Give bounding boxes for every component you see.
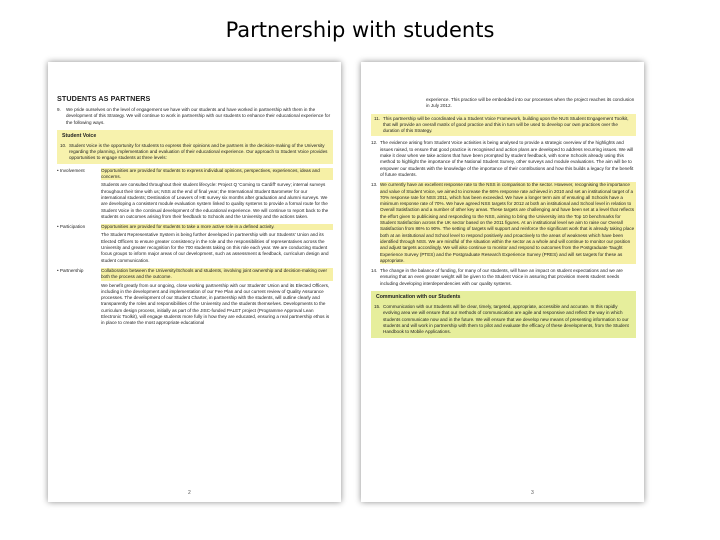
paragraph-text: Communication with our Students will be clear, timely, targeted, appropriate, accessible and accurate. In this rapidly evolving area we will ensure that our methods of communication are agile and responsive and reflect the way in which students communicate now and in the future. We will ensure that we develop new means of presenting information to our students and will work in partnership with them to pilot and evaluate the efficacy of these developments, from the Student Handbook to Mobile Applications. (383, 304, 629, 335)
paragraph-text: The change in the balance of funding, for many of our students, will have an impact on student expectations and we are ensuring that an even greater weight will be given to the Student Voice in assuring that provision meets student needs including developing interdependencies with our quality systems. (380, 268, 623, 286)
document-page-left (48, 62, 341, 502)
paragraph-text: Student Voice is the opportunity for students to express their opinions and be partners in the decision-making of the University regarding the planning, implementation and evaluation of their educational experience. Our approach to Student Voice provides opportunities to engage students at three levels: (69, 142, 328, 161)
paragraph-11-highlight (371, 114, 636, 137)
bullet-definition: Opportunities are provided for students to express individual opinions, perspectives, experiences, ideas and concerns. (101, 168, 333, 181)
paragraph-text: The evidence arising from Student Voice activities is being analysed to provide a strategic overview of the highlights and issues raised, to ensure that good practice is recognised and action plans are developed to address recurring issues. We will make it clear when we take actions that have been prompted by student feedback, with some Schools already using this method to highlight the importance of the National Student Survey, other surveys and module evaluations. The aim will be to empower our students with the knowledge of the importance of their contributions and how this builds a legacy for the benefit of future students. (380, 140, 634, 177)
slide-title: Partnership with students (225, 18, 495, 42)
document-page-right (361, 62, 644, 502)
bullet-term: • Involvement (57, 167, 85, 173)
communication-highlight (371, 291, 636, 337)
bullet-definition: Opportunities are provided for students to take a more active role in a defined activity. (101, 224, 333, 230)
paragraph-10 (60, 143, 330, 162)
paragraph-number: 13. (371, 182, 378, 188)
subheading-student-voice: Student Voice (62, 132, 97, 139)
section-heading-students-as-partners: STUDENTS AS PARTNERS (57, 94, 151, 103)
bullet-term: • Participation (57, 224, 86, 230)
bullet-definition: Collaboration between the University/Schools and students, involving joint ownership and decision-making over both the process and the outcome. (101, 268, 333, 281)
paragraph-number: 14. (371, 268, 378, 274)
paragraph-13 (371, 182, 636, 264)
bullet-detail: Students are consulted throughout their student lifecycle: Project Q 'Coming to Cardiff' survey; internal surveys throughout their time with us; NSS at the end of final year; the International Student Barometer for our international students; Destination of Leavers of HE survey six months after graduation and alumni surveys. We are developing a consistent module evaluation system linked to quality systems to provide a formal route for the Student Voice in the continual development of the educational experience. We will continue to report back to the students on outcomes arising from their feedback to Schools and the University and the actions taken. (101, 182, 329, 219)
paragraph-12 (371, 140, 636, 178)
paragraph-text: This partnership will be coordinated via a Student Voice Framework, building upon the NUS Student Engagement Toolkit, that will provide an overall matrix of good practice and this in turn will be used to develop our own practices over the duration of this Strategy. (383, 115, 629, 134)
paragraph-9 (57, 107, 333, 126)
page-number: 3 (531, 490, 534, 496)
paragraph-number: 11. (374, 115, 381, 121)
paragraph-15 (374, 304, 633, 335)
paragraph-text: We currently have an excellent response rate to the NSS in comparison to the sector. However, recognising the importance and value of Student Voice, we aimed to increase the 66% response rate achieved in 2010 and set an institutional target of a 70% response rate for NSS 2011, which has been exceeded. We have a longer term aim of ensuring all Schools have a minimum response rate of 70%. We have agreed NSS targets for 2012 at both an institutional and School level in relation to Overall Satisfaction and a number of other key areas. These targets are challenging and have been set at a level that reflects the effort given to publicising and responding to the NSS, aiming to bring the University into the Top 10 benchmarks for Student Satisfaction across the UK sector based on the 2011 figures. At an institutional level we aim to raise our Overall Satisfaction from 86% to 90%. The setting of targets will support and reinforce the significant work that is already taking place both at an institutional and School level to respond positively and proactively to the areas of weakness which have been identified through NSS. We are mindful of the situation within the sector as a whole and will continue to monitor our position and adjust targets accordingly. We will also continue to monitor and respond to outcomes from the Postgraduate Taught Experience Survey (PTES) and the Postgraduate Research Experience Survey (PRES) and will set targets for these as appropriate. (380, 182, 635, 263)
bullet-participation (57, 224, 333, 264)
paragraph-14 (371, 268, 636, 287)
student-voice-highlight (57, 130, 333, 164)
paragraph-number: 15. (374, 304, 381, 310)
paragraph-text: We pride ourselves on the level of engagement we have with our students and have worked in partnership with them in the development of this Strategy. We will continue to work in partnership with our students to enhance their educational experience for the following ways. (66, 107, 331, 125)
continued-text: experience. This practice will be embedded into our processes when the project reaches its conclusion in July 2012. (426, 97, 635, 109)
subheading-communication: Communication with our Students (376, 294, 461, 301)
paragraph-number: 10. (60, 142, 67, 148)
paragraph-11 (374, 116, 633, 135)
paragraph-number: 9. (57, 107, 61, 112)
bullet-detail: We benefit greatly from our ongoing, close working partnership with our Students' Union and its Elected Officers, including in the development and implementation of our Fee Plan and our current review of Quality Assurance processes. The development of our Student Charter, in partnership with the students, will outline clearly and transparently the roles and responsibilities of the University and the students themselves. Developments to the curriculum design process, initially as part of the JISC-funded PALET project (Programme Approval Lean Electronic Toolkit), will engage students more fully in how they are educated, ensuring a real partnership ethos is in place to create the most appropriate educational (101, 282, 330, 326)
page-number: 2 (188, 490, 191, 496)
bullet-involvement (57, 168, 333, 220)
paragraph-number: 12. (371, 140, 378, 146)
bullet-term: • Partnership (57, 267, 84, 273)
bullet-detail: The Student Representative System is being further developed in partnership with our Students' Union and its Elected Officers to ensure greater consistency in the role and the responsibilities of representatives across the University and greater recognition for the 700 students taking on this role each year. We are conducting student focus groups to inform major areas of our development, such as assessment & feedback, curriculum design and student communication. (101, 232, 329, 263)
bullet-partnership (57, 268, 333, 327)
